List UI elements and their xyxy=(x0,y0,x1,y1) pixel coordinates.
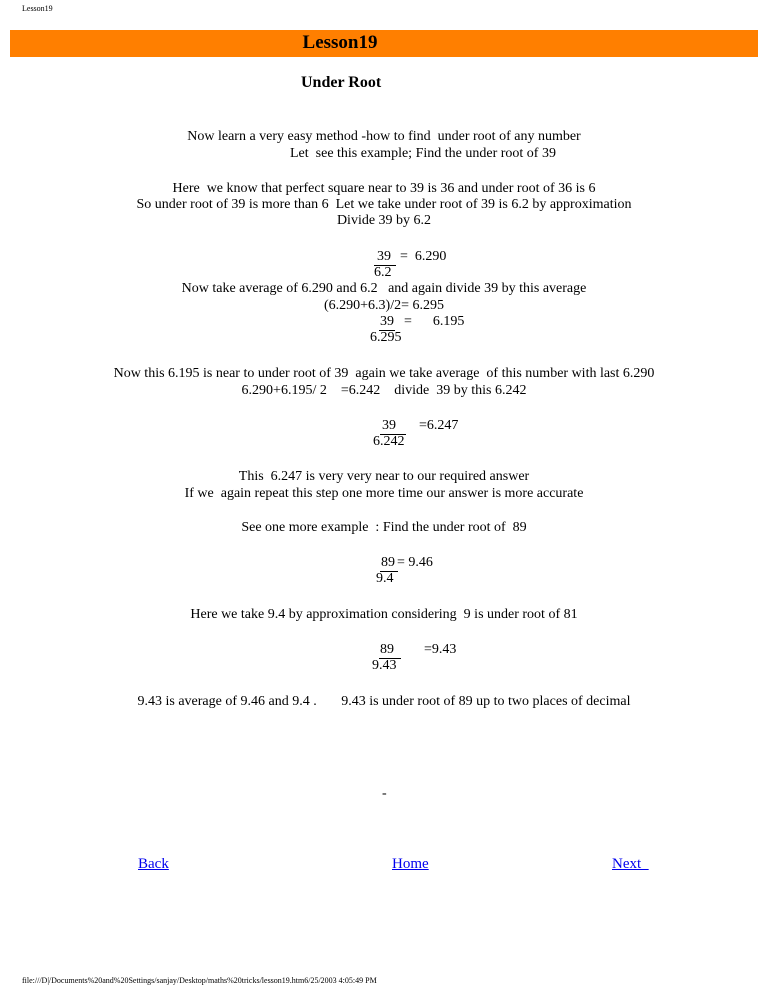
intro-line-1: Now learn a very easy method -how to find under root of any number xyxy=(187,129,581,144)
fraction-89-over-9-43 xyxy=(372,642,492,676)
intro-line-2: Let see this example; Find the under root of 39 xyxy=(290,146,556,161)
footer-url: file:///D|/Documents%20and%20Settings/sanjay/Desktop/maths%20tricks/lesson19.htm6/25/2003 4:05:49 PM xyxy=(22,976,377,985)
paragraph-line: 6.290+6.195/ 2 =6.242 divide 39 by this 6.242 xyxy=(241,383,527,398)
back-link[interactable]: Back xyxy=(138,856,169,872)
fraction-result: = 6.290 xyxy=(400,249,447,264)
fraction-denominator: 6.295 xyxy=(370,330,402,345)
fraction-result: =9.43 xyxy=(424,642,457,657)
dash-mark: - xyxy=(382,786,387,801)
fraction-numerator: 89 xyxy=(380,642,394,657)
fraction-numerator: 39 xyxy=(382,418,396,433)
lesson-subtitle: Under Root xyxy=(301,74,382,91)
fraction-result: = 9.46 xyxy=(397,555,433,570)
fraction-numerator: 39 xyxy=(380,314,394,329)
fraction-denominator: 9.43 xyxy=(372,658,397,673)
fraction-39-over-6-295 xyxy=(370,314,500,348)
fraction-numerator: 39 xyxy=(377,249,391,264)
paragraph-line: Now this 6.195 is near to under root of 39 again we take average of this number with last 6.290 xyxy=(113,366,655,381)
fraction-39-over-6-242 xyxy=(373,418,493,452)
paragraph-line: Divide 39 by 6.2 xyxy=(336,213,432,228)
fraction-denominator: 6.242 xyxy=(373,434,405,449)
browser-tab-title: Lesson19 xyxy=(22,4,53,13)
paragraph-line: 9.43 is average of 9.46 and 9.4 . 9.43 is under root of 89 up to two places of decimal xyxy=(137,694,631,709)
paragraph-line: Now take average of 6.290 and 6.2 and again divide 39 by this average xyxy=(181,281,587,296)
next-link[interactable]: Next xyxy=(612,856,649,872)
fraction-39-over-6-2 xyxy=(372,249,492,283)
paragraph-line: (6.290+6.3)/2= 6.295 xyxy=(323,298,444,313)
home-link[interactable]: Home xyxy=(392,856,429,872)
paragraph-line: See one more example : Find the under root of 89 xyxy=(241,520,527,535)
fraction-result: =6.247 xyxy=(419,418,459,433)
fraction-denominator: 6.2 xyxy=(374,265,392,280)
fraction-denominator: 9.4 xyxy=(376,571,394,586)
paragraph-line: Here we take 9.4 by approximation considering 9 is under root of 81 xyxy=(190,607,578,622)
paragraph-line: If we again repeat this step one more time our answer is more accurate xyxy=(184,486,584,501)
paragraph-line: This 6.247 is very very near to our required answer xyxy=(238,469,530,484)
page-title: Lesson19 xyxy=(302,32,378,53)
title-banner xyxy=(10,30,758,57)
fraction-numerator: 89 xyxy=(381,555,395,570)
fraction-result: = 6.195 xyxy=(404,314,465,329)
paragraph-line: Here we know that perfect square near to 39 is 36 and under root of 36 is 6 xyxy=(172,181,596,196)
fraction-89-over-9-4 xyxy=(376,555,496,589)
paragraph-line: So under root of 39 is more than 6 Let we take under root of 39 is 6.2 by approximation xyxy=(136,197,632,212)
